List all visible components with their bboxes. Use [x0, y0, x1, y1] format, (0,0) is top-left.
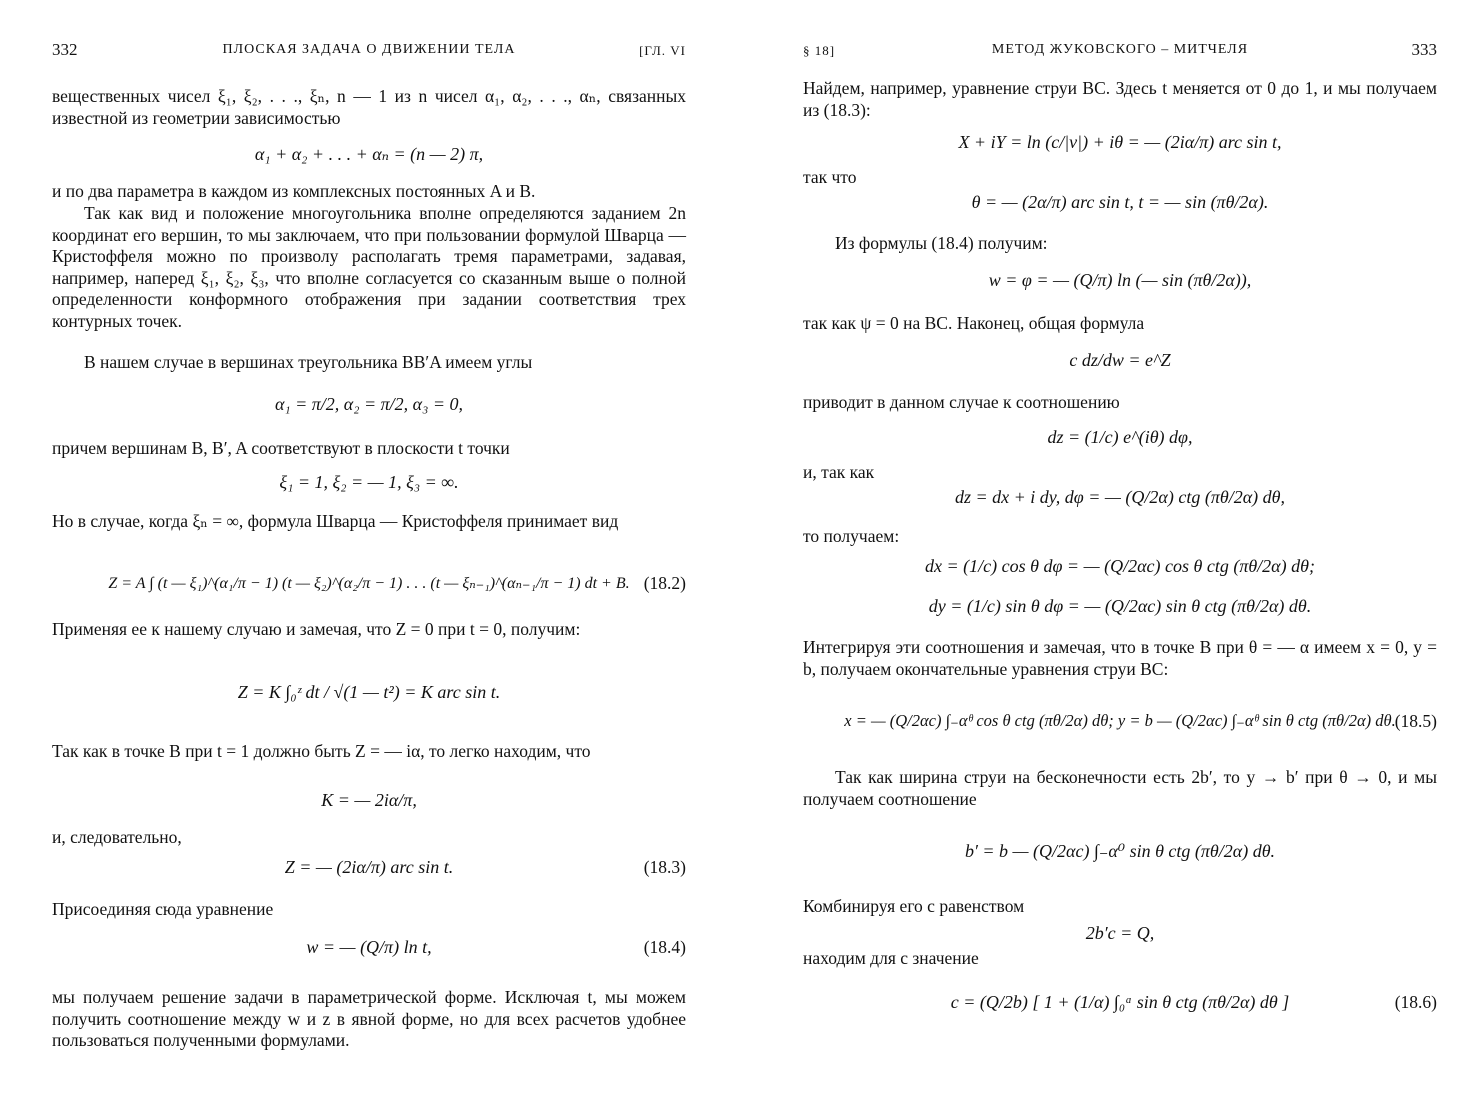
right-paragraph-7: то получаем: [803, 526, 900, 546]
left-paragraph-4: В нашем случае в вершинах треугольника BB′A имеем углы [84, 352, 533, 372]
left-paragraph-8: Так как в точке B при t = 1 должно быть Z = — iα, то легко находим, что [52, 741, 591, 761]
left-formula-6: K = — 2iα/π, [321, 790, 417, 810]
right-formula-9 [803, 711, 1437, 731]
right-paragraph-5: приводит в данном случае к соотношению [803, 392, 1120, 412]
left-formula-2: α₁ = π/2, α₂ = π/2, α₃ = 0, [274, 394, 464, 414]
right-paragraph-2: так что [803, 167, 857, 187]
left-page-header [52, 40, 686, 62]
left-formula-3: ξ₁ = 1, ξ₂ = — 1, ξ₃ = ∞. [279, 472, 459, 492]
left-paragraph-1: вещественных чисел ξ₁, ξ₂, . . ., ξₙ, n — 1 из n чисел α₁, α₂, . . ., αₙ, связанных известной из геометрии зависимостью [52, 86, 686, 128]
equation-number-18-5: (18.5) [1394, 711, 1437, 731]
right-paragraph-3: Из формулы (18.4) получим: [835, 233, 1048, 253]
right-formula-7: dx = (1/c) cos θ dφ = — (Q/2αc) cos θ ctg (πθ/2α) dθ; [925, 556, 1315, 576]
right-page-number: 333 [1411, 40, 1437, 59]
left-paragraph-9: и, следовательно, [52, 827, 182, 847]
right-page [803, 0, 1437, 1098]
left-paragraph-11: мы получаем решение задачи в параметрической форме. Исключая t, мы можем получить соотношение между w и z в явной форме, но для всех расчетов удобнее пользоваться полученными формулами. [52, 987, 686, 1050]
left-paragraph-7: Применяя ее к нашему случаю и замечая, что Z = 0 при t = 0, получим: [52, 619, 581, 639]
right-formula-1: X + iY = ln (c/|v|) + iθ = — (2iα/π) arc sin t, [958, 132, 1282, 152]
left-formula-8-body: w = — (Q/π) ln t, [306, 937, 432, 957]
left-chapter-label: [ГЛ. VI [639, 43, 686, 58]
right-paragraph-11: находим для c значение [803, 948, 979, 968]
right-formula-6: dz = dx + i dy, dφ = — (Q/2α) ctg (πθ/2α) dθ, [955, 487, 1285, 507]
equation-number-18-4: (18.4) [643, 937, 686, 957]
left-formula-8 [52, 937, 686, 958]
equation-number-18-2: (18.2) [643, 573, 686, 593]
left-formula-4-body: Z = A ∫ (t — ξ₁)^(α₁/π − 1) (t — ξ₂)^(α₂/π − 1) . . . (t — ξₙ₋₁)^(αₙ₋₁/π − 1) dt + B. [108, 575, 630, 592]
left-paragraph-6: Но в случае, когда ξₙ = ∞, формула Шварца — Кристоффеля принимает вид [52, 511, 619, 531]
right-paragraph-8: Интегрируя эти соотношения и замечая, что в точке B при θ = — α имеем x = 0, y = b, получаем окончательные уравнения струи BC: [803, 637, 1437, 679]
right-formula-12 [803, 992, 1437, 1013]
left-paragraph-2: и по два параметра в каждом из комплексных постоянных A и B. [52, 181, 536, 201]
right-section-label: § 18] [803, 43, 836, 58]
right-running-title: МЕТОД ЖУКОВСКОГО – МИТЧЕЛЯ [991, 42, 1249, 57]
equation-number-18-3: (18.3) [643, 857, 686, 877]
equation-number-18-6: (18.6) [1394, 992, 1437, 1012]
left-formula-1: α₁ + α₂ + . . . + αₙ = (n — 2) π, [254, 144, 484, 164]
right-paragraph-9: Так как ширина струи на бесконечности есть 2b′, то y → b′ при θ → 0, и мы получаем соотношение [803, 767, 1437, 809]
left-page [52, 0, 686, 1098]
right-formula-3: w = φ = — (Q/π) ln (— sin (πθ/2α)), [988, 270, 1252, 290]
right-formula-12-body: c = (Q/2b) [ 1 + (1/α) ∫₀ᵅ sin θ ctg (πθ/2α) dθ ] [950, 992, 1290, 1012]
right-formula-9-body: x = — (Q/2αc) ∫₋αᶿ cos θ ctg (πθ/2α) dθ; y = b — (Q/2αc) ∫₋αᶿ sin θ ctg (πθ/2α) dθ. [844, 711, 1396, 730]
right-formula-4: c dz/dw = e^Z [1069, 350, 1171, 370]
right-page-header [803, 40, 1437, 62]
right-formula-5: dz = (1/c) e^(iθ) dφ, [1047, 427, 1193, 447]
left-paragraph-5: причем вершинам B, B′, A соответствуют в плоскости t точки [52, 438, 510, 458]
right-formula-11: 2b′c = Q, [1085, 923, 1155, 943]
left-formula-7 [52, 857, 686, 878]
right-formula-8: dy = (1/c) sin θ dφ = — (Q/2αc) sin θ ctg (πθ/2α) dθ. [928, 596, 1312, 616]
left-page-number: 332 [52, 40, 78, 59]
left-formula-5: Z = K ∫₀ᶻ dt / √(1 — t²) = K arc sin t. [237, 682, 501, 702]
left-running-title: ПЛОСКАЯ ЗАДАЧА О ДВИЖЕНИИ ТЕЛА [222, 42, 516, 57]
right-paragraph-4: так как ψ = 0 на BC. Наконец, общая формула [803, 313, 1145, 333]
right-paragraph-6: и, так как [803, 462, 875, 482]
left-formula-4 [52, 573, 686, 593]
left-paragraph-10: Присоединяя сюда уравнение [52, 899, 274, 919]
left-formula-7-body: Z = — (2iα/π) arc sin t. [284, 857, 454, 877]
right-paragraph-10: Комбинируя его с равенством [803, 896, 1025, 916]
right-formula-2: θ = — (2α/π) arc sin t, t = — sin (πθ/2α). [971, 192, 1269, 212]
right-paragraph-1: Найдем, например, уравнение струи BC. Здесь t меняется от 0 до 1, и мы получаем из (18.3): [803, 78, 1437, 120]
right-formula-10: b′ = b — (Q/2αc) ∫₋α⁰ sin θ ctg (πθ/2α) dθ. [964, 841, 1276, 861]
left-paragraph-3: Так как вид и положение многоугольника вполне определяются заданием 2n координат его вершин, то мы заключаем, что при пользовании формулой Шварца — Кристоффеля можно по произволу располагать тремя параметрами, задавая, например, наперед ξ₁, ξ₂, ξ₃, что вполне согласуется со сказанным выше о полной определенности конформного отображения при задании соответствия трех контурных точек. [52, 203, 686, 331]
